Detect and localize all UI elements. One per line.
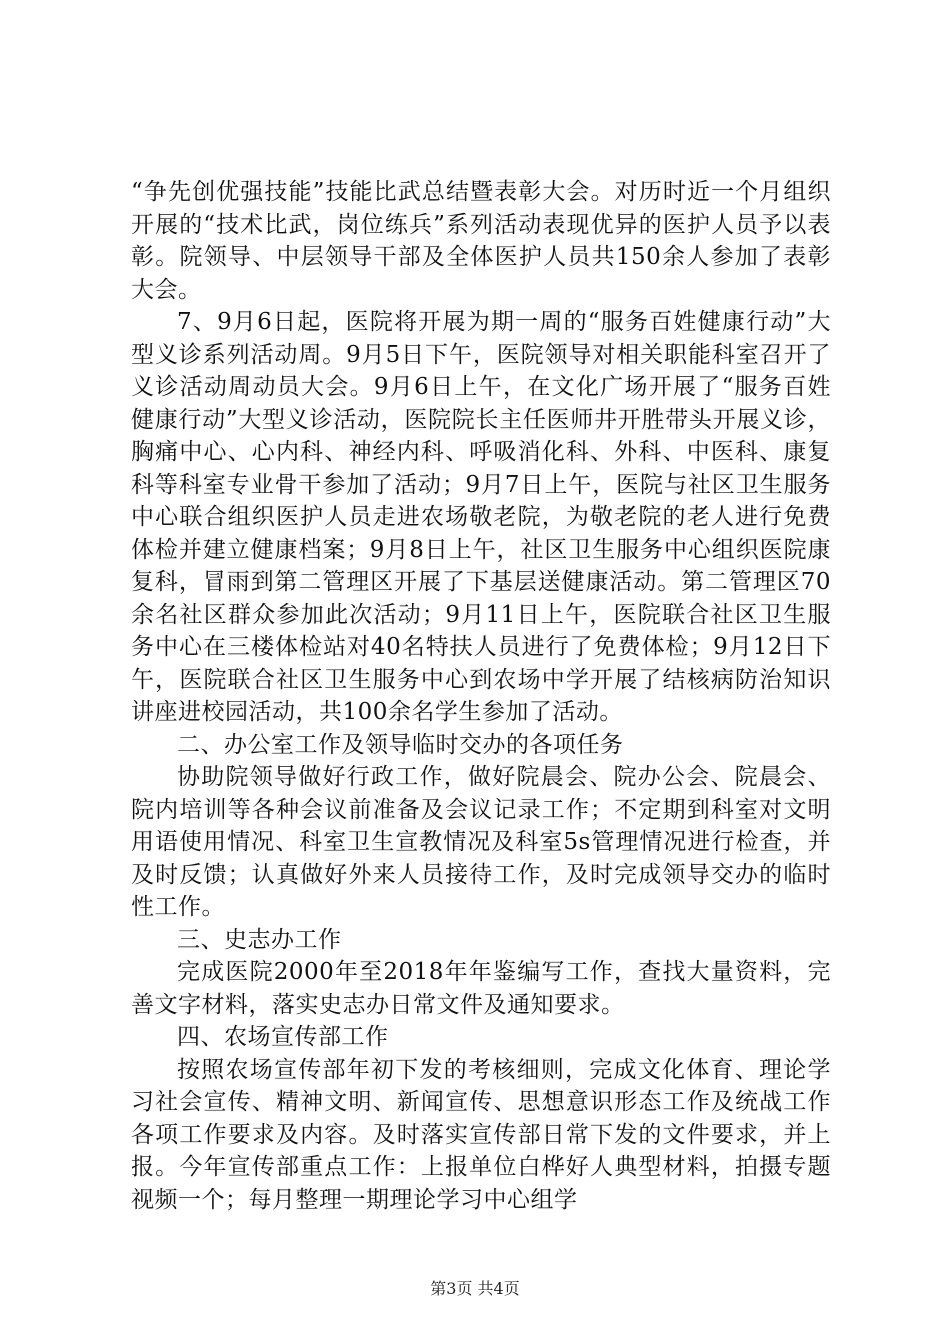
page-number-footer: 第3页 共4页: [430, 1279, 520, 1298]
section-heading-publicity-dept: 四、农场宣传部工作: [177, 1024, 389, 1050]
paragraph-history-office: 完成医院2000年至2018年年鉴编写工作，查找大量资料，完善文字材料，落实史志办日常文件及通知要求。: [131, 959, 831, 1018]
paragraph-awards-meeting: “争先创优强技能”技能比武总结暨表彰大会。对历时近一个月组织开展的“技术比武，岗位练兵”系列活动表现优异的医护人员予以表彰。院领导、中层领导干部及全体医护人员共150余人参加了表彰大会。: [131, 179, 831, 303]
paragraph-free-clinic-week: 7、9月6日起，医院将开展为期一周的“服务百姓健康行动”大型义诊系列活动周。9月5日下午，医院领导对相关职能科室召开了义诊活动周动员大会。9月6日上午，在文化广场开展了“服务百姓健康行动”大型义诊活动，医院院长主任医师井开胜带头开展义诊，胸痛中心、心内科、神经内科、呼吸消化科、外科、中医科、康复科等科室专业骨干参加了活动；9月7日上午，医院与社区卫生服务中心联合组织医护人员走进农场敬老院，为敬老院的老人进行免费体检并建立健康档案；9月8日上午，社区卫生服务中心组织医院康复科，冒雨到第二管理区开展了下基层送健康活动。第二管理区70余名社区群众参加此次活动；9月11日上午，医院联合社区卫生服务中心在三楼体检站对40名特扶人员进行了免费体检；9月12日下午，医院联合社区卫生服务中心到农场中学开展了结核病防治知识讲座进校园活动，共100余名学生参加了活动。: [131, 309, 831, 725]
section-heading-office-work: 二、办公室工作及领导临时交办的各项任务: [177, 731, 624, 758]
document-body: [131, 176, 831, 1216]
paragraph-publicity-dept: 按照农场宣传部年初下发的考核细则，完成文化体育、理论学习社会宣传、精神文明、新闻宣传、思想意识形态工作及统战工作各项工作要求及内容。及时落实宣传部日常下发的文件要求，并上报。今年宣传部重点工作：上报单位白桦好人典型材料，拍摄专题视频一个；每月整理一期理论学习中心组学: [131, 1056, 831, 1213]
paragraph-office-work: 协助院领导做好行政工作，做好院晨会、院办公会、院晨会、院内培训等各种会议前准备及会议记录工作；不定期到科室对文明用语使用情况、科室卫生宣教情况及科室5s管理情况进行检查，并及时反馈；认真做好外来人员接待工作，及时完成领导交办的临时性工作。: [131, 764, 831, 920]
section-heading-history-office: 三、史志办工作: [177, 926, 342, 953]
